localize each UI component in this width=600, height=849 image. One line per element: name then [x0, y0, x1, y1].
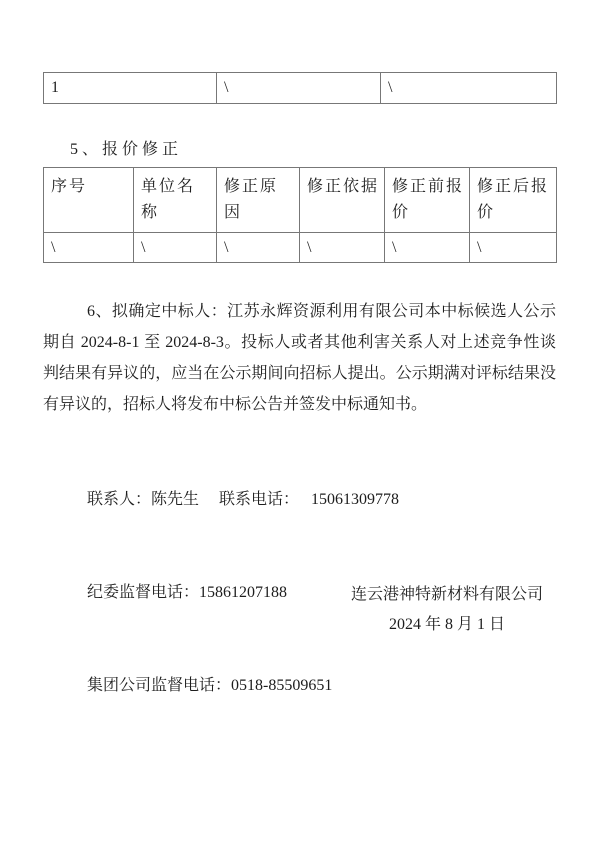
header-price-after: 修正后报价: [470, 168, 557, 233]
signature-inner: [351, 580, 543, 640]
table-row: [44, 73, 557, 104]
contact-person-line: 联系人：陈先生 联系电话： 15061309778: [87, 491, 400, 508]
header-seq: 序号: [44, 168, 134, 233]
header-correction-reason: 修正原因: [217, 168, 300, 233]
company-name: 连云港神特新材料有限公司: [350, 586, 543, 603]
table-cell: \: [217, 73, 381, 104]
table-cell-seq: 1: [44, 73, 217, 104]
table-cell: \: [44, 233, 134, 263]
table-cell: \: [217, 233, 300, 263]
continuation-table: [43, 72, 557, 104]
discipline-supervision-phone-line: 纪委监督电话：15861207188: [87, 584, 288, 601]
table-cell: \: [300, 233, 385, 263]
table-header-row: [44, 168, 557, 233]
table-row: [44, 233, 557, 263]
table-cell: \: [134, 233, 217, 263]
header-correction-basis: 修正依据: [300, 168, 385, 233]
table-cell: \: [381, 73, 557, 104]
section-5-heading: 5、报价修正: [70, 141, 183, 158]
header-price-before: 修正前报价: [385, 168, 470, 233]
table-cell: \: [470, 233, 557, 263]
section-6-paragraph: 6、拟确定中标人：江苏永辉资源利用有限公司本中标候选人公示期自 2024-8-1 至 2024-8-3。投标人或者其他利害关系人对上述竞争性谈判结果有异议的，应当在公示期间向招标人提出。公示期满对评标结果没有异议的，招标人将发布中标公告并签发中标通知书。: [43, 303, 556, 413]
group-supervision-phone-line: 集团公司监督电话：0518-85509651: [87, 677, 333, 694]
header-unit-name: 单位名称: [134, 168, 217, 233]
table-cell: \: [385, 233, 470, 263]
signature-block: [351, 580, 543, 640]
signature-date: 2024 年 8 月 1 日: [388, 616, 505, 633]
price-correction-table: [43, 167, 557, 263]
